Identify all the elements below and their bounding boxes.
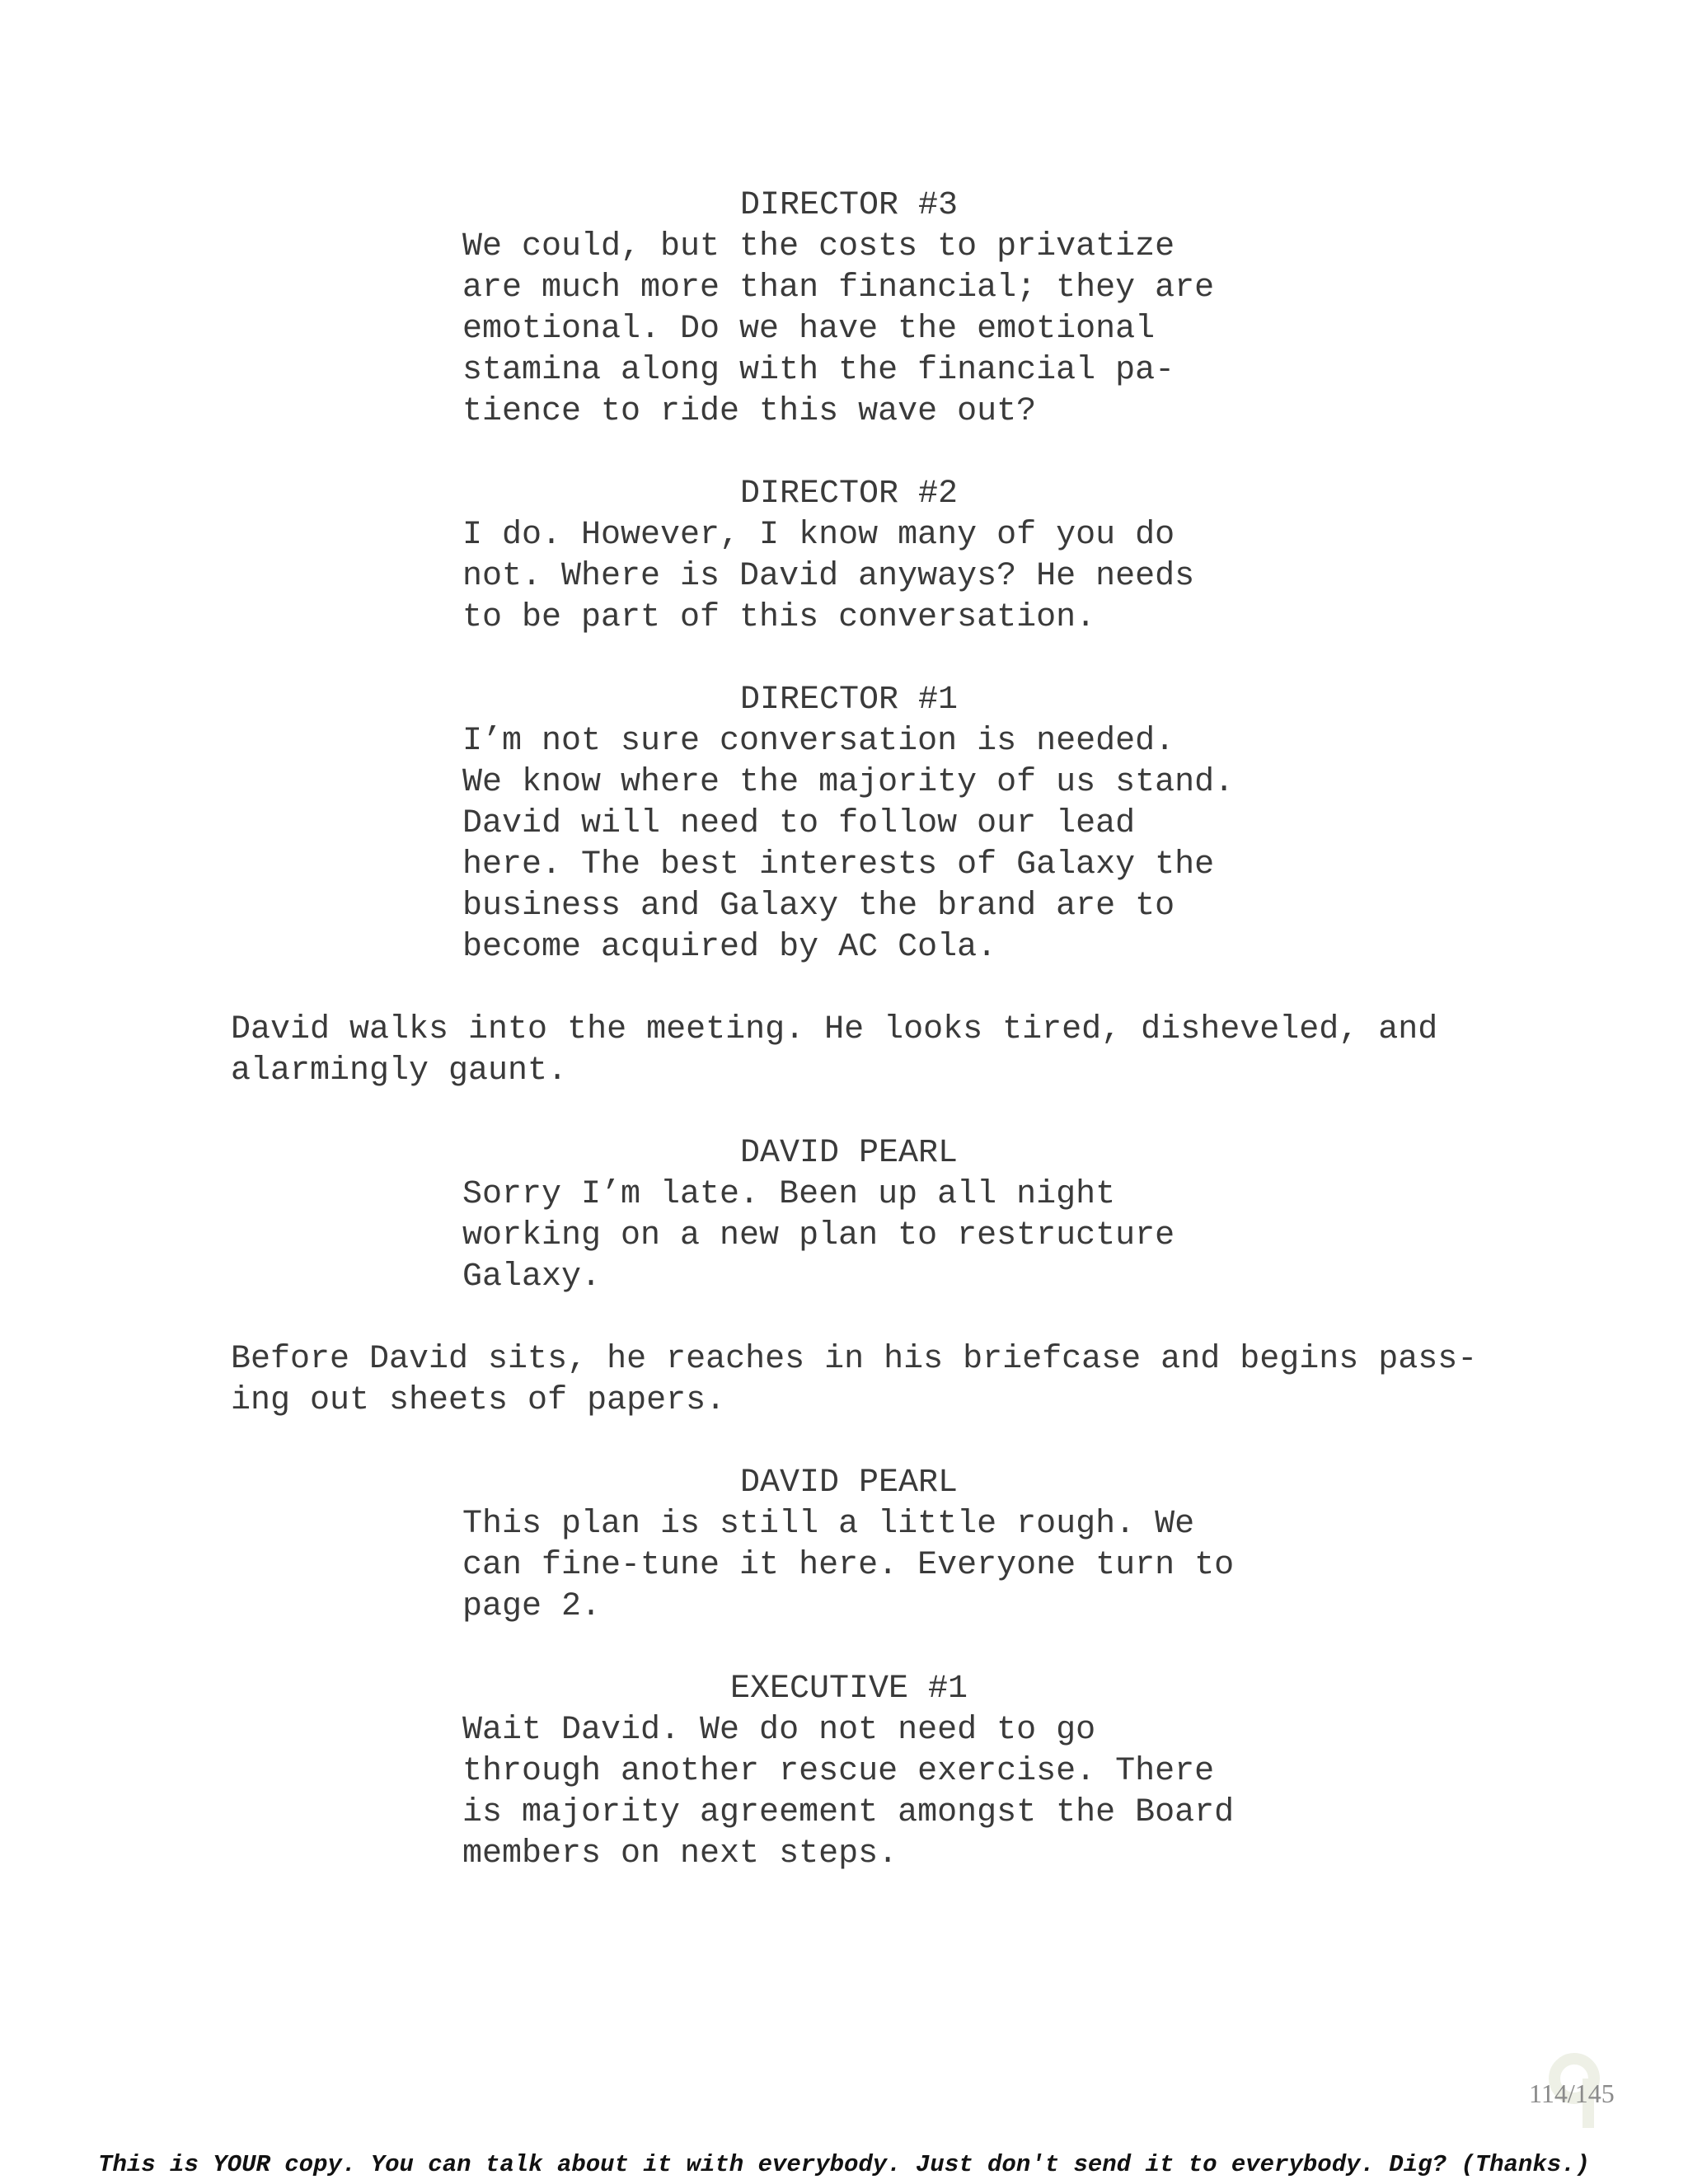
- dialogue-line: here. The best interests of Galaxy the: [462, 846, 1215, 883]
- dialogue-line: This plan is still a little rough. We: [462, 1506, 1195, 1543]
- character-name: DIRECTOR #1: [740, 682, 959, 719]
- dialogue-line: I’m not sure conversation is needed.: [462, 723, 1175, 760]
- dialogue-line: page 2.: [462, 1588, 602, 1625]
- dialogue-line: business and Galaxy the brand are to: [462, 888, 1175, 925]
- action-line: alarmingly gaunt.: [231, 1052, 568, 1090]
- action-line: ing out sheets of papers.: [231, 1382, 726, 1419]
- dialogue-line: Sorry I’m late. Been up all night: [462, 1176, 1116, 1213]
- dialogue-line: We could, but the costs to privatize: [462, 228, 1175, 265]
- dialogue-block-david-pearl: [0, 1463, 1688, 1628]
- dialogue-line: working on a new plan to restructure: [462, 1217, 1175, 1254]
- dialogue-block-david-pearl: [0, 1133, 1688, 1298]
- dialogue-block-director-3: [0, 185, 1688, 433]
- dialogue-block-executive-1: [0, 1669, 1688, 1875]
- dialogue-line: tience to ride this wave out?: [462, 393, 1037, 430]
- dialogue-line: I do. However, I know many of you do: [462, 517, 1175, 554]
- character-name: EXECUTIVE #1: [730, 1671, 968, 1708]
- dialogue-line: Wait David. We do not need to go: [462, 1712, 1096, 1749]
- character-name: DAVID PEARL: [740, 1135, 959, 1172]
- dialogue-line: not. Where is David anyways? He needs: [462, 558, 1195, 595]
- action-block: [0, 1010, 1688, 1092]
- dialogue-block-director-1: [0, 680, 1688, 968]
- dialogue-line: can fine-tune it here. Everyone turn to: [462, 1547, 1235, 1584]
- dialogue-line: members on next steps.: [462, 1835, 898, 1872]
- dialogue-line: to be part of this conversation.: [462, 599, 1096, 636]
- dialogue-block-director-2: [0, 474, 1688, 639]
- character-name: DAVID PEARL: [740, 1465, 959, 1502]
- dialogue-line: is majority agreement amongst the Board: [462, 1794, 1235, 1831]
- character-name: DIRECTOR #3: [740, 187, 959, 224]
- dialogue-line: become acquired by AC Cola.: [462, 929, 997, 966]
- dialogue-line: stamina along with the financial pa-: [462, 352, 1175, 389]
- dialogue-line: through another rescue exercise. There: [462, 1753, 1215, 1790]
- page-number: 114/145: [1529, 2079, 1615, 2108]
- dialogue-line: are much more than financial; they are: [462, 269, 1215, 307]
- action-block: [0, 1339, 1688, 1422]
- dialogue-line: David will need to follow our lead: [462, 805, 1136, 842]
- dialogue-line: Galaxy.: [462, 1258, 602, 1296]
- dialogue-line: We know where the majority of us stand.: [462, 764, 1235, 801]
- script-body: [0, 185, 1688, 1916]
- character-name: DIRECTOR #2: [740, 476, 959, 513]
- action-line: Before David sits, he reaches in his briefcase and begins pass-: [231, 1341, 1478, 1378]
- dialogue-line: emotional. Do we have the emotional: [462, 311, 1156, 348]
- footer-copy-notice: This is YOUR copy. You can talk about it with everybody. Just don't send it to everybody. Dig? (Thanks.): [98, 2151, 1590, 2178]
- action-line: David walks into the meeting. He looks tired, disheveled, and: [231, 1011, 1438, 1048]
